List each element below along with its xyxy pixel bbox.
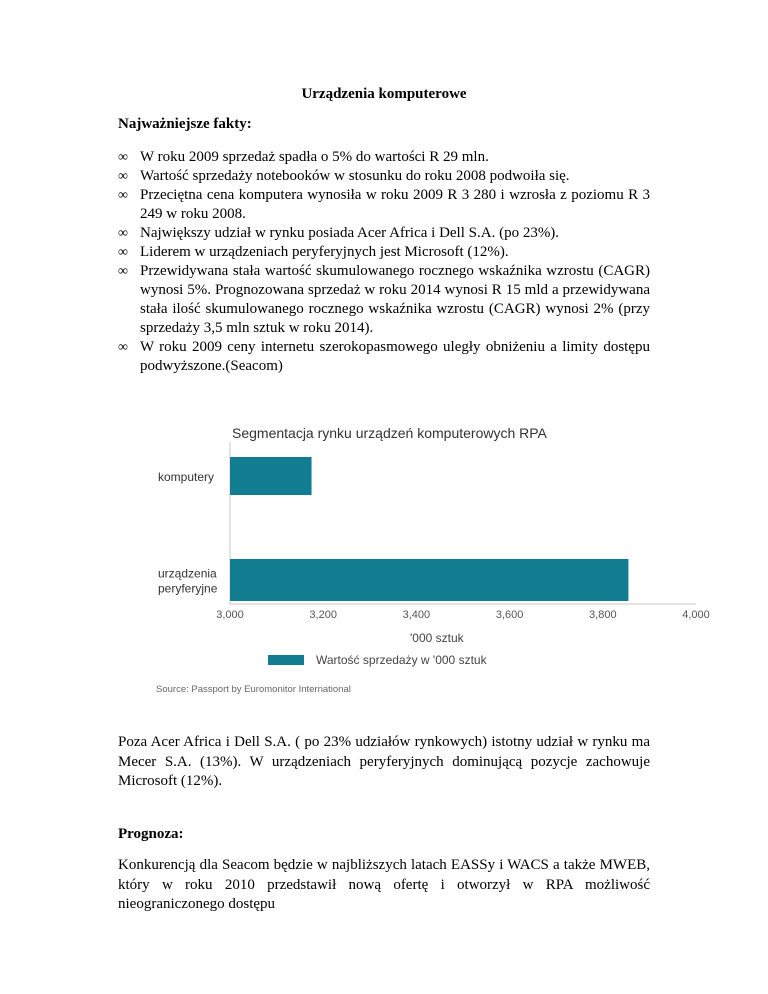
bullet-icon: ∞ — [118, 245, 128, 260]
segmentation-chart — [150, 420, 730, 710]
fact-text: W roku 2009 ceny internetu szerokopasmowego uległy obniżeniu a limity dostępu podwyższone.(Seacom) — [140, 339, 650, 374]
fact-item — [118, 186, 650, 224]
category-label: urządzenia — [158, 566, 217, 581]
x-tick-label: 3,200 — [309, 609, 337, 621]
fact-item — [118, 338, 650, 376]
fact-text: Największy udział w rynku posiada Acer Africa i Dell S.A. (po 23%). — [140, 225, 560, 241]
forecast-heading: Prognoza: — [118, 826, 184, 842]
paragraph-market-share: Poza Acer Africa i Dell S.A. ( po 23% udziałów rynkowych) istotny udział w rynku ma Mecer S.A. (13%). W urządzeniach peryferyjnych dominującą pozycje zachowuje Microsoft (12%). — [118, 734, 650, 789]
fact-text: Liderem w urządzeniach peryferyjnych jest Microsoft (12%). — [140, 244, 509, 260]
fact-item — [118, 243, 650, 262]
bar-0 — [230, 457, 312, 495]
document-title: Urządzenia komputerowe — [301, 86, 467, 102]
fact-text: Przewidywana stała wartość skumulowanego rocznego wskaźnika wzrostu (CAGR) wynosi 5%. Prognozowana sprzedaż w roku 2014 wynosi R 15 mld a przewidywana stała ilość skumulowanego rocznego wskaźnika wzrostu (CAGR) wynosi 2% (przy sprzedaży 3,5 mln sztuk w roku 2014). — [140, 263, 650, 336]
legend-swatch — [268, 655, 304, 665]
x-tick-label: 4,000 — [682, 609, 710, 621]
bar-1 — [230, 559, 628, 601]
bullet-icon: ∞ — [118, 150, 128, 165]
x-tick-label: 3,000 — [216, 609, 244, 621]
facts-heading: Najważniejsze fakty: — [118, 116, 252, 132]
x-tick-label: 3,600 — [495, 609, 524, 621]
x-axis-label: '000 sztuk — [410, 631, 464, 645]
fact-item — [118, 148, 650, 167]
facts-list — [118, 148, 650, 376]
fact-item — [118, 224, 650, 243]
bullet-icon: ∞ — [118, 340, 128, 355]
paragraph-forecast: Konkurencją dla Seacom będzie w najbliższych latach EASSy i WACS a także MWEB, który w roku 2010 przedstawił nową ofertę i otworzył w RPA możliwość nieograniczonego dostępu — [118, 857, 650, 912]
category-label: peryferyjne — [158, 581, 218, 596]
fact-text: W roku 2009 sprzedaż spadła o 5% do wartości R 29 mln. — [140, 149, 489, 165]
chart-title: Segmentacja rynku urządzeń komputerowych RPA — [232, 425, 547, 441]
chart-source: Source: Passport by Euromonitor International — [156, 684, 351, 695]
fact-text: Przeciętna cena komputera wynosiła w roku 2009 R 3 280 i wzrosła z poziomu R 3 249 w roku 2008. — [140, 187, 650, 222]
bullet-icon: ∞ — [118, 188, 128, 203]
chart-svg — [150, 420, 730, 710]
legend-label: Wartość sprzedaży w '000 sztuk — [316, 653, 487, 667]
bullet-icon: ∞ — [118, 264, 128, 279]
category-label: komputery — [158, 470, 215, 484]
bullet-icon: ∞ — [118, 169, 128, 184]
fact-text: Wartość sprzedaży notebooków w stosunku do roku 2008 podwoiła się. — [140, 168, 570, 184]
x-tick-label: 3,400 — [402, 609, 431, 621]
x-tick-label: 3,800 — [589, 609, 617, 621]
bullet-icon: ∞ — [118, 226, 128, 241]
fact-item — [118, 262, 650, 338]
fact-item — [118, 167, 650, 186]
